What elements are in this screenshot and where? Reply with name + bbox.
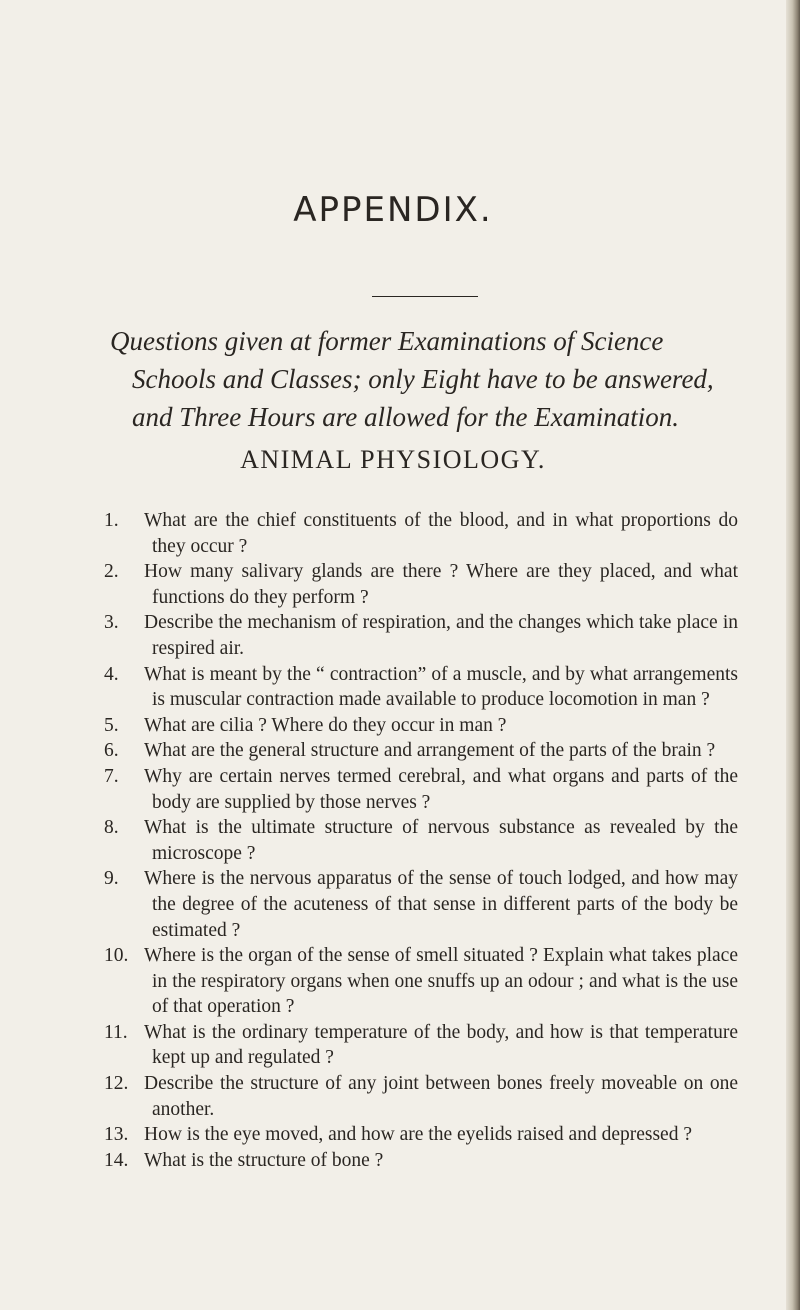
question-text: Why are certain nerves termed cerebral, and what organs and parts of the body are supplied by those nerves ? <box>144 765 738 813</box>
question-number: 7. <box>104 765 119 787</box>
question-number: 10. <box>104 945 129 967</box>
page-edge-shadow <box>786 0 800 1310</box>
instructions-line-2: Schools and Classes; only Eight have to be answered, <box>132 364 714 394</box>
question-number: 13. <box>104 1124 129 1146</box>
question-item <box>0 943 786 1020</box>
question-item <box>0 764 786 815</box>
exam-instructions <box>110 322 770 436</box>
question-item <box>0 1071 786 1122</box>
question-item <box>0 1020 786 1071</box>
question-text: What are the chief constituents of the blood, and in what proportions do they occur ? <box>144 510 738 557</box>
question-number: 5. <box>104 714 119 736</box>
instructions-line-1: Questions given at former Examinations of Science <box>110 326 664 356</box>
question-item <box>0 1122 786 1148</box>
question-number: 2. <box>104 561 119 583</box>
question-item <box>0 559 786 610</box>
question-number: 1. <box>104 510 119 531</box>
appendix-title: APPENDIX. <box>293 190 493 230</box>
question-number: 8. <box>104 817 119 839</box>
question-item <box>0 866 786 943</box>
question-text: Describe the mechanism of respiration, and the changes which take place in respired air. <box>144 612 738 659</box>
question-text: What is the structure of bone ? <box>144 1149 384 1171</box>
divider-rule <box>372 296 478 297</box>
question-item <box>0 815 786 866</box>
question-text: How is the eye moved, and how are the eyelids raised and depressed ? <box>144 1124 692 1146</box>
question-number: 4. <box>104 663 119 685</box>
question-text: What is the ultimate structure of nervous substance as revealed by the microscope ? <box>144 817 738 864</box>
question-number: 3. <box>104 612 119 634</box>
question-text: Where is the organ of the sense of smell situated ? Explain what takes place in the respiratory organs when one snuffs up an odour ; and what is the use of that operation ? <box>144 945 738 1018</box>
question-number: 11. <box>104 1021 128 1043</box>
question-number: 9. <box>104 868 119 890</box>
question-text: Where is the nervous apparatus of the sense of touch lodged, and how may the degree of the acuteness of that sense in different parts of the body be estimated ? <box>144 868 738 941</box>
question-item <box>0 738 786 764</box>
question-item <box>0 1148 786 1174</box>
question-text: What are cilia ? Where do they occur in man ? <box>144 714 507 736</box>
question-text: What is the ordinary temperature of the body, and how is that temperature kept up and regulated ? <box>144 1021 738 1069</box>
question-text: What are the general structure and arrangement of the parts of the brain ? <box>144 740 716 762</box>
question-item <box>0 610 786 661</box>
question-number: 14. <box>104 1149 129 1171</box>
question-number: 6. <box>104 740 119 762</box>
question-item <box>0 713 786 739</box>
question-list <box>0 508 786 1173</box>
question-item <box>0 508 786 559</box>
question-item <box>0 662 786 713</box>
question-text: What is meant by the “ contraction” of a muscle, and by what arrangements is muscular contraction made available to produce locomotion in man ? <box>144 663 738 711</box>
question-text: How many salivary glands are there ? Where are they placed, and what functions do they perform ? <box>144 561 738 608</box>
instructions-line-3: and Three Hours are allowed for the Examination. <box>132 402 679 432</box>
section-heading: ANIMAL PHYSIOLOGY. <box>240 445 546 474</box>
question-text: Describe the structure of any joint between bones freely moveable on one another. <box>144 1073 738 1120</box>
question-number: 12. <box>104 1073 129 1095</box>
